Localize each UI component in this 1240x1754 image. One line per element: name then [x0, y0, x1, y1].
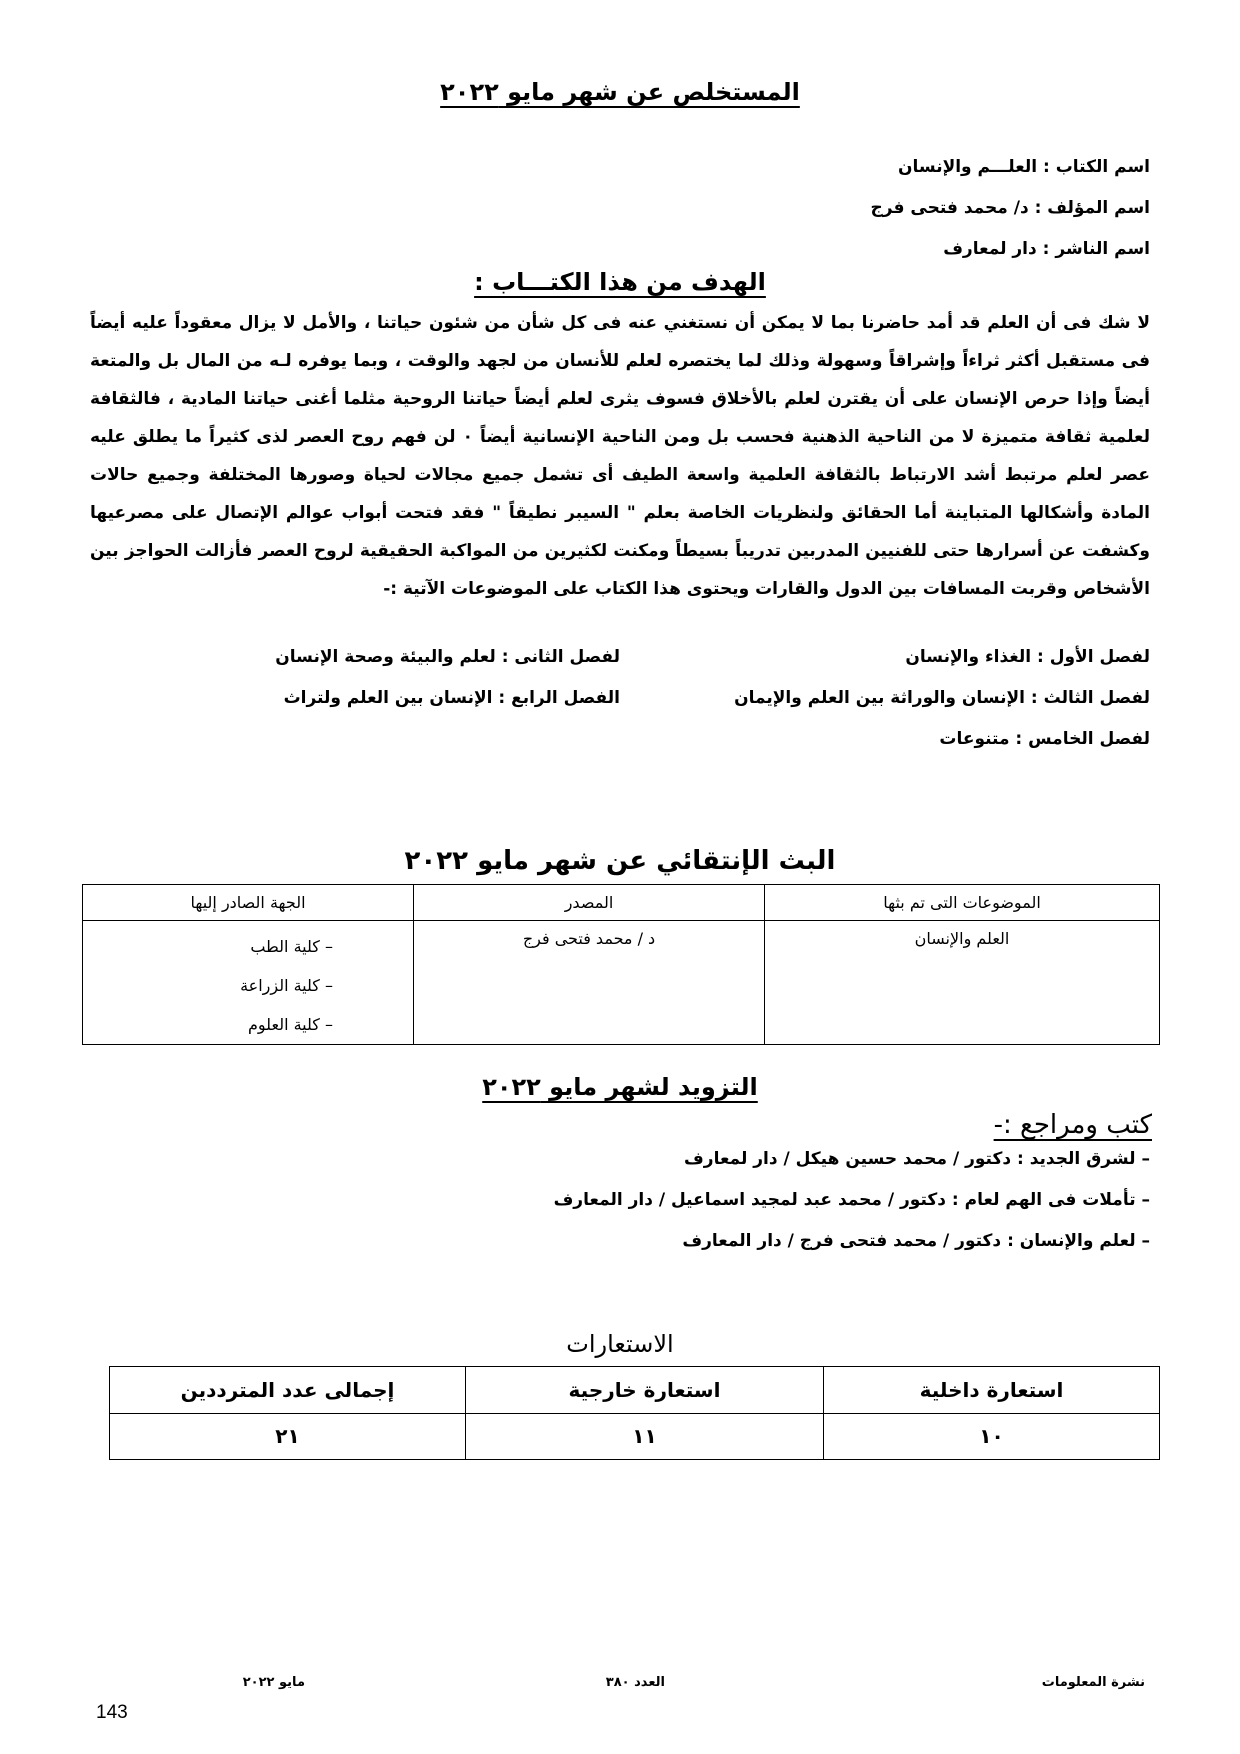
summary-title: المستخلص عن شهر مايو ٢٠٢٢: [440, 78, 800, 106]
broadcast-title: البث الإنتقائي عن شهر مايو ٢٠٢٢: [404, 846, 836, 876]
broadcast-table: [82, 884, 1160, 1045]
footer-issue: العدد ٣٨٠: [605, 1675, 665, 1690]
acquisition-item-2: – تأملات فى الهم لعام : دكتور / محمد عبد لمجيد اسماعيل / دار المعارف: [553, 1190, 1150, 1210]
chapter-1: لفصل الأول : الغذاء والإنسان: [905, 647, 1150, 667]
book-name: اسم الكتاب : العلـــم والإنسان: [898, 157, 1150, 177]
recipient-item: – كلية العلوم: [248, 1015, 333, 1034]
summary-paragraph: لا شك فى أن العلم قد أمد حاضرنا بما لا يمكن أن نستغني عنه فى كل شأن من شئون حياتنا ، والأمل لا يزال معقوداً عليه أيضاً فى مستقبل أكثر ثراءاً وإشراقاً وسهولة وذلك لما يختصره لعلم للأنسان من لجهد والوقت ، وبما يوفره لـه من المال بل والمتعة أيضاً وإذا حرص الإنسان على أن يقترن لعلم بالأخلاق فسوف يثرى لعلم أيضاً حياتنا الروحية مثلما أغنى حياتنا المادية ، فالثقافة لعلمية ثقافة متميزة لا من الناحية الذهنية فحسب بل ومن الناحية الإنسانية أيضاً ٠ لن فهم روح العصر لذى كثيراً ما يطلق عليه عصر لعلم مرتبط أشد الارتباط بالثقافة العلمية واسعة الطيف أى تشمل جميع مجالات لحياة وصورها المختلفة وجميع حالات المادة وأشكالها المتباينة أما الحقائق ولنظريات الخاصة بعلم " السيبر نطيقاً " فقد فتحت أبواب عوالم الإتصال على مصرعيها وكشفت عن أسرارها حتى للفنيين المدربين تدريباً بسيطاً ومكنت لكثيرين من المواكبة الحقيقية لروح العصر فأزالت الحواجز بين الأشخاص وقربت المسافات بين الدول والقارات ويحتوى هذا الكتاب على الموضوعات الآتية :-: [90, 313, 1150, 599]
loans-header-row: [110, 1367, 1160, 1414]
author-name: اسم المؤلف : د/ محمد فتحى فرج: [870, 198, 1150, 218]
chapter-3: لفصل الثالث : الإنسان والوراثة بين العلم والإيمان: [734, 688, 1150, 708]
header-external-loans: استعارة خارجية: [466, 1367, 824, 1414]
header-recipient: الجهة الصادر إليها: [83, 885, 414, 921]
broadcast-recipients: [83, 921, 414, 1045]
chapter-4: الفصل الرابع : الإنسان بين العلم ولتراث: [283, 688, 620, 708]
header-total-visitors: إجمالى عدد المترددين: [110, 1367, 466, 1414]
value-total-visitors: ٢١: [110, 1413, 466, 1460]
footer-bulletin: نشرة المعلومات: [1041, 1675, 1145, 1690]
chapter-2: لفصل الثانى : لعلم والبيئة وصحة الإنسان: [275, 647, 620, 667]
broadcast-row: [83, 921, 1160, 1045]
value-internal-loans: ١٠: [824, 1413, 1160, 1460]
recipient-item: – كلية الزراعة: [240, 976, 333, 995]
value-external-loans: ١١: [466, 1413, 824, 1460]
broadcast-topic: العلم والإنسان: [765, 921, 1160, 1045]
header-topics: الموضوعات التى تم بثها: [765, 885, 1160, 921]
footer-date: مايو ٢٠٢٢: [242, 1675, 305, 1690]
loans-table: [109, 1366, 1160, 1460]
publisher-name: اسم الناشر : دار لمعارف: [943, 239, 1150, 259]
acquisitions-title: التزويد لشهر مايو ٢٠٢٢: [482, 1073, 758, 1101]
recipient-item: – كلية الطب: [250, 937, 333, 956]
page-number: 143: [96, 1702, 128, 1723]
header-internal-loans: استعارة داخلية: [824, 1367, 1160, 1414]
chapter-5: لفصل الخامس : متنوعات: [939, 729, 1150, 749]
goal-heading: الهدف من هذا الكتـــاب :: [474, 268, 766, 296]
broadcast-source: د / محمد فتحى فرج: [414, 921, 765, 1045]
acquisition-item-3: – لعلم والإنسان : دكتور / محمد فتحى فرج / دار المعارف: [682, 1231, 1150, 1251]
broadcast-header-row: [83, 885, 1160, 921]
loans-values-row: [110, 1413, 1160, 1460]
header-source: المصدر: [414, 885, 765, 921]
acquisitions-subheading: كتب ومراجع :-: [993, 1110, 1152, 1140]
loans-title: الاستعارات: [566, 1330, 674, 1358]
acquisition-item-1: – لشرق الجديد : دكتور / محمد حسين هيكل / دار لمعارف: [684, 1149, 1150, 1169]
